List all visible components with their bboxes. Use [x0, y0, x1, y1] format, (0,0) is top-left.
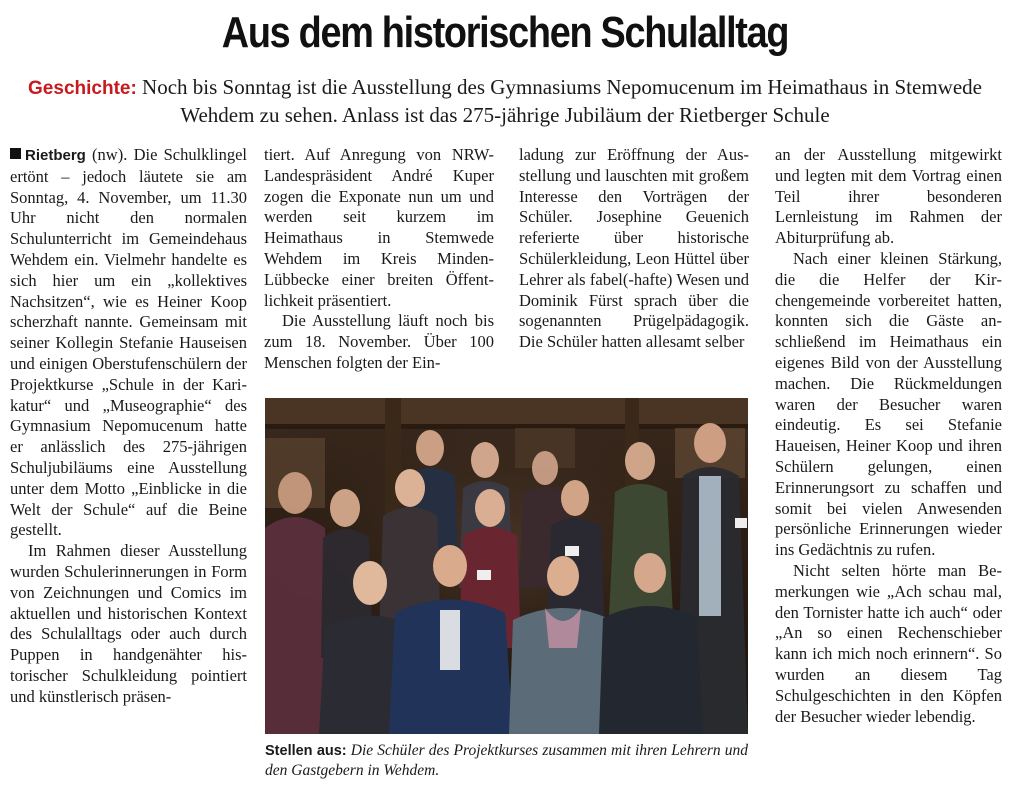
group-photo-image: [265, 398, 748, 734]
paragraph: Nach einer kleinen Stärkung, die die Helfer der Kirchengemeinde vorbereitet hatten, konnten sich die Gäste anschließend im Heimathaus ein eigenes Bild von der Ausstellung machen. Die Rückmeldungen waren der Besucher waren eindeutig. Es sei Stefanie Haueisen, Heiner Koop und ihren Schülern gelungen, einen Erinnerungsort zu schaffen und somit bei vielen Anwesenden persönliche Erinnerungen wieder ins Gedächtnis zu rufen.: [775, 248, 1002, 560]
lead-square-icon: [10, 148, 21, 159]
paragraph: ladung zur Eröffnung der Ausstellung und lauschten mit großem Interesse den Vorträgen der Schüler. Josephine Geuenich referierte über historische Schülerkleidung, Leon Hüttel über Lehrer als fabel(-hafte) Wesen und Dominik Fürst sprach über die sogenannten Prügelpädagogik. Die Schüler hatten allesamt selber: [519, 145, 749, 352]
subhead-text: Noch bis Sonntag ist die Ausstellung des Gymnasiums Nepomucenum im Heimathaus in Stemwede Wehdem zu sehen. Anlass ist das 275-jährige Jubiläum der Rietberger Schule: [142, 75, 982, 127]
caption-text: Die Schüler des Projektkurses zusammen mit ihren Lehrern und den Gastgebern in Wehdem.: [265, 742, 748, 779]
paragraph: an der Ausstellung mitgewirkt und legten mit dem Vortrag einen Teil ihrer besonderen Lernleistung im Rahmen der Abiturprüfung ab.: [775, 145, 1002, 248]
column-1: [10, 145, 247, 708]
paragraph: Nicht selten hörte man Bemerkungen wie „Ach schau mal, den Tornister hatte ich auch“ oder „An so einen Rechenschieber kann ich mich noch erinnern“. So wurden an diesem Tag Schulgeschichten in den Köpfen der Besucher wieder lebendig.: [775, 560, 1002, 726]
group-photo: [265, 398, 748, 734]
dateline-suffix: (nw).: [85, 145, 134, 164]
column-2: [264, 145, 494, 374]
subhead: [10, 74, 1000, 129]
paragraph: tiert. Auf Anregung von NRW-Landespräsident André Kuper zogen die Exponate nun um und werden seit kurzem im Heimathaus in Stemwede Wehdem im Kreis Minden-Lübbecke einer breiten Öffentlichkeit präsentiert.: [264, 145, 494, 310]
caption-label: Stellen aus:: [265, 743, 347, 759]
paragraph-text: Die Schulklingel ertönt – jedoch läutete sie am Sonntag, 4. November, um 11.30 Uhr nicht den normalen Schulunterricht im Gemeindehaus Wehdem ein. Vielmehr handelte es sich hier um ein „kollektives Nachsitzen“, wie es Heiner Koop scherzhaft nannte. Gemeinsam mit seiner Kollegin Stefanie Hauseisen und einigen Oberstufenschülern der Projektkurse „Schule in der Karikatur“ und „Museographie“ des Gymnasium Nepomucenum hatte er anlässlich des 275-jährigen Schuljubiläums eine Ausstellung unter dem Motto „Einblicke in die Welt der Schule“ auf die Beine gestellt.: [10, 145, 248, 540]
column-3: [519, 145, 749, 353]
kicker-label: Geschichte:: [28, 78, 137, 99]
paragraph: Im Rahmen dieser Ausstellung wurden Schulerinnerungen in Form von Zeichnungen und Comics im aktuellen und historischen Kontext des Schulalltags oder auch durch Puppen in handgenähter historischer Schulkleidung pointiert und künstlerisch präsen-: [10, 541, 247, 706]
paragraph: Die Ausstellung läuft noch bis zum 18. November. Über 100 Menschen folgten der Ein-: [264, 311, 494, 372]
paragraph: [10, 145, 247, 541]
dateline: Rietberg: [25, 147, 86, 164]
column-4: [775, 145, 1002, 727]
headline: Aus dem historischen Schulalltag: [221, 8, 789, 57]
photo-caption: [265, 741, 748, 780]
